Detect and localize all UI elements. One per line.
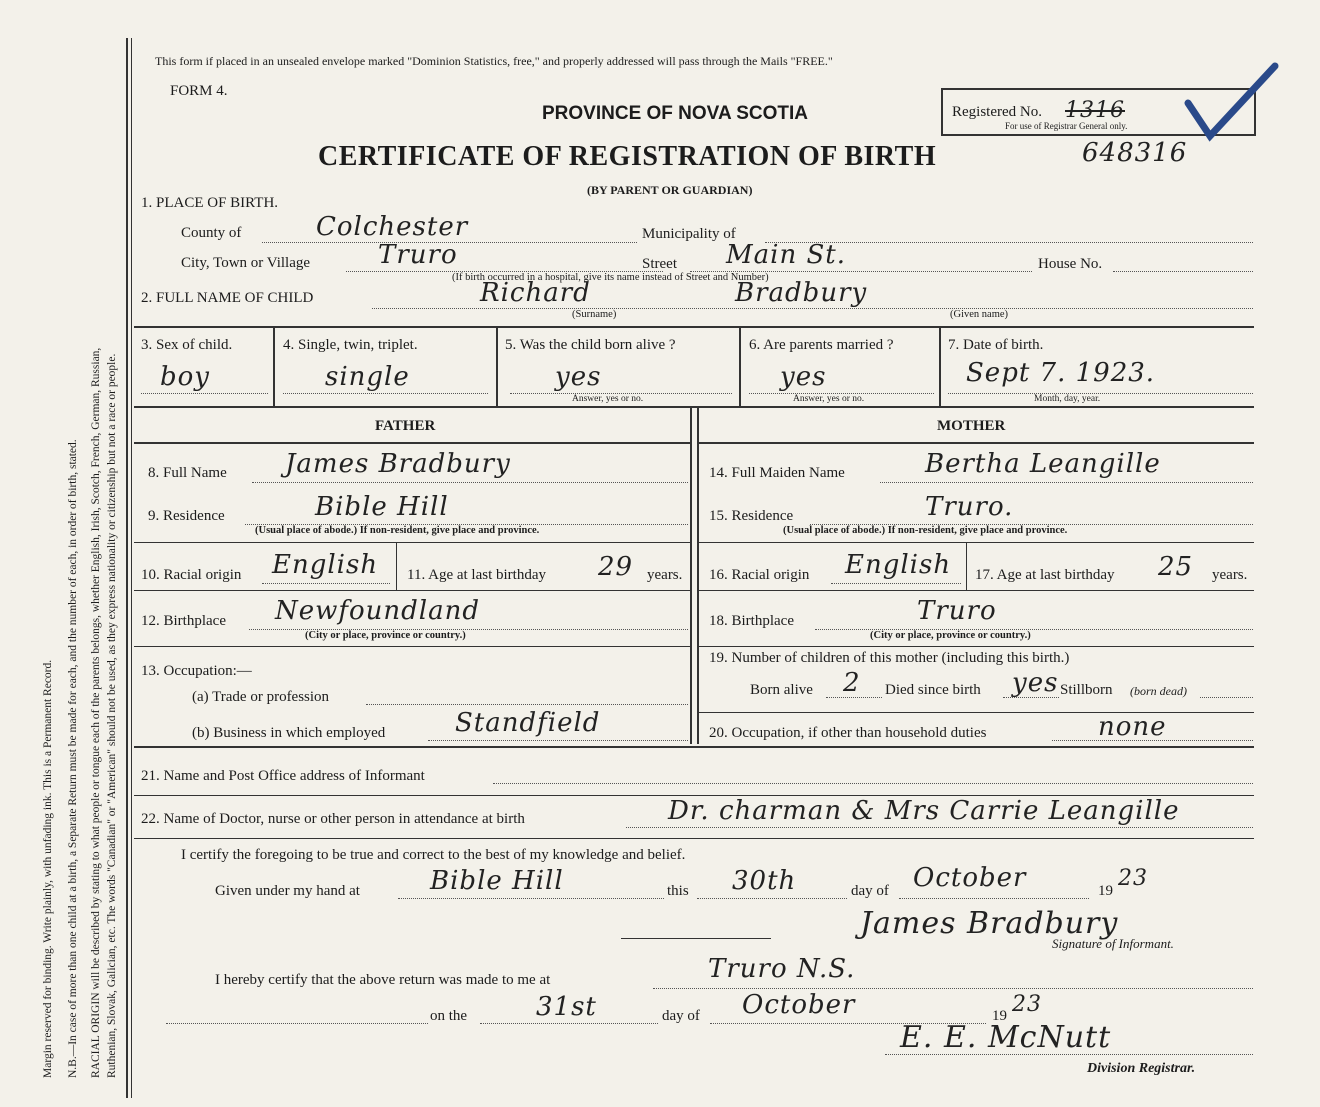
father-racial-label: 10. Racial origin [141,567,242,583]
col-rule-3 [739,326,741,406]
mother-name-label: 14. Full Maiden Name [709,465,845,481]
given-month-line [899,898,1089,899]
informant-signature-caption: Signature of Informant. [1052,936,1174,951]
father-residence-label: 9. Residence [148,508,225,524]
born-alive-count-value: 2 [843,668,861,698]
father-business-value: Standfield [455,708,601,738]
return-day-value: 31st [536,992,597,1022]
registrar-caption: Division Registrar. [1087,1061,1196,1076]
return-place-line [653,988,1253,989]
mother-age-years: years. [1212,567,1248,583]
city-label: City, Town or Village [181,255,311,271]
father-racial-field-line [262,583,390,584]
postal-note: This form if placed in an unsealed envelope marked "Dominion Statistics, free," and properly addressed will pass through the Mails "FREE." [155,54,833,68]
mother-occupation-value: none [1098,712,1167,742]
registrar-signature-line [885,1054,1253,1055]
doctor-field-line [626,827,1253,828]
checkmark-icon [1180,58,1290,148]
mother-age-value: 25 [1158,552,1194,582]
born-alive-count-label: Born alive [750,682,813,698]
father-age-label: 11. Age at last birthday [407,567,546,583]
return-made-label: I hereby certify that the above return was made to me at [215,972,551,988]
form-number: FORM 4. [170,83,228,99]
mother-residence-caption: (Usual place of abode.) If non-resident, give place and province. [783,525,1068,536]
col-rule-4 [939,326,941,406]
parents-divider-left [690,406,692,744]
given-day-line [697,898,847,899]
given-day-of-label: day of [851,883,889,899]
given-year-value: 23 [1118,866,1148,891]
date-of-birth-value: Sept 7. 1923. [966,358,1156,388]
return-month-value: October [742,990,856,1020]
mother-name-value: Bertha Leangille [925,449,1161,479]
registrar-signature: E. E. McNutt [900,1020,1112,1055]
mother-age-label: 17. Age at last birthday [975,567,1115,583]
informant-signature: James Bradbury [860,906,1119,941]
surname-caption: (Surname) [572,309,617,320]
mother-occupation-field-line [1052,740,1253,741]
mother-birthplace-caption: (City or place, province or country.) [870,630,1031,641]
registered-label: Registered No. [952,104,1042,120]
certificate-subtitle: (BY PARENT OR GUARDIAN) [587,183,753,197]
father-birthplace-label: 12. Birthplace [141,613,226,629]
mother-birthplace-label: 18. Birthplace [709,613,794,629]
on-the-label: on the [430,1008,468,1024]
col-rule-1 [273,326,275,406]
father-rule-racial [134,590,690,591]
mother-residence-label: 15. Residence [709,508,794,524]
father-birthplace-caption: (City or place, province or country.) [305,630,466,641]
margin-rule [126,38,128,1098]
father-age-divider [396,542,397,590]
informant-field-line [493,783,1253,784]
stillborn-label: Stillborn [1060,682,1113,698]
mother-occupation-label: 20. Occupation, if other than household duties [709,725,987,741]
registered-value: 1316 [1065,98,1125,123]
mother-name-field-line [880,482,1253,483]
mother-racial-field-line [831,583,961,584]
father-heading: FATHER [375,418,436,434]
return-place-value: Truro N.S. [708,954,856,984]
street-label: Street [642,256,677,272]
given-name-caption: (Given name) [950,309,1009,320]
return-day-line [480,1023,658,1024]
parents-divider-right [697,406,699,744]
this-label: this [667,883,689,899]
mother-birthplace-value: Truro [917,596,997,626]
mother-children-label: 19. Number of children of this mother (including this birth.) [709,650,1070,666]
father-age-value: 29 [598,552,634,582]
mother-age-divider [966,542,967,590]
separator-short-rule [621,938,771,939]
father-name-field-line [252,482,688,483]
on-the-leading-line [166,1023,428,1024]
stillborn-caption: (born dead) [1130,684,1187,698]
born-alive-caption: Answer, yes or no. [572,394,644,404]
parents-married-caption: Answer, yes or no. [793,394,865,404]
given-place-line [398,898,664,899]
col-rule-2 [496,326,498,406]
sex-value: boy [160,362,210,392]
margin-note-binding: Margin reserved for binding. Write plainly, with unfading ink. This is a Permanent Record. [42,659,54,1078]
mother-rule-racial [698,590,1254,591]
return-year-prefix: 19 [992,1008,1007,1024]
county-value: Colchester [316,212,469,242]
parents-bottom-rule [134,746,1254,748]
single-twin-field-line [283,393,488,394]
child-surname-value: Richard [480,278,591,308]
child-name-field-line [372,308,1253,309]
row-rule-details-bottom [134,406,1254,408]
given-year-prefix: 19 [1098,883,1113,899]
house-field-line [1113,271,1253,272]
house-label: House No. [1038,256,1103,272]
father-racial-value: English [272,550,379,580]
date-of-birth-field-line [948,393,1253,394]
margin-note-multiple-births: N.B.—In case of more than one child at a birth, a Separate Return must be made for each, and the number of each, in order of birth, stated. [67,439,79,1078]
mother-residence-value: Truro. [925,492,1014,522]
father-business-label: (b) Business in which employed [192,725,386,741]
county-label: County of [181,225,242,241]
father-name-label: 8. Full Name [148,465,227,481]
date-of-birth-caption: Month, day, year. [1034,394,1101,404]
mother-racial-value: English [845,550,952,580]
father-occupation-label: 13. Occupation:— [141,663,252,679]
place-of-birth-label: 1. PLACE OF BIRTH. [141,195,279,211]
parents-married-label: 6. Are parents married ? [749,337,894,353]
died-since-birth-value: yes [1012,668,1059,698]
parents-married-value: yes [780,362,827,392]
father-age-years: years. [647,567,683,583]
died-since-birth-line [1003,697,1059,698]
father-residence-caption: (Usual place of abode.) If non-resident, give place and province. [255,525,540,536]
city-value: Truro [378,240,458,270]
father-trade-label: (a) Trade or profession [192,689,330,705]
born-alive-label: 5. Was the child born alive ? [505,337,676,353]
registrar-note: For use of Registrar General only. [1005,121,1128,131]
father-business-field-line [428,740,688,741]
certify-statement: I certify the foregoing to be true and correct to the best of my knowledge and belief. [181,847,686,863]
child-name-label: 2. FULL NAME OF CHILD [141,290,314,306]
single-twin-label: 4. Single, twin, triplet. [283,337,418,353]
sex-field-line [141,393,268,394]
born-alive-count-line [826,697,882,698]
given-day-value: 30th [732,866,797,896]
informant-label: 21. Name and Post Office address of Informant [141,768,425,784]
doctor-label: 22. Name of Doctor, nurse or other person in attendance at birth [141,811,525,827]
mother-rule-residence [698,542,1254,543]
child-given-value: Bradbury [735,278,868,308]
single-twin-value: single [325,362,410,392]
margin-note-racial-origin: RACIAL ORIGIN will be described by stating to what people or tongue each of the parents belongs, whether English, Irish, Scotch, French, German, Russian, [90,347,102,1078]
handwritten-number: 648316 [1082,138,1188,168]
father-rule-residence [134,542,690,543]
return-year-value: 23 [1012,992,1042,1017]
died-since-birth-label: Died since birth [885,682,981,698]
margin-note-nationality: Ruthenian, Slovak, Galician, etc. The words "Canadian" or "American" should not be used, as they express nationality or citizenship but not a race or people. [106,353,118,1078]
certificate-title: CERTIFICATE OF REGISTRATION OF BIRTH [318,141,937,172]
born-alive-value: yes [555,362,602,392]
father-birthplace-value: Newfoundland [275,596,481,626]
date-of-birth-label: 7. Date of birth. [948,337,1044,353]
sex-label: 3. Sex of child. [141,337,233,353]
parents-heading-rule-left [134,442,690,444]
father-trade-field-line [366,704,688,705]
mother-heading: MOTHER [937,418,1006,434]
stillborn-line [1200,697,1253,698]
municipality-label: Municipality of [642,226,736,242]
given-month-value: October [913,863,1027,893]
return-day-of-label: day of [662,1008,700,1024]
given-place-value: Bible Hill [430,866,564,896]
province-title: PROVINCE OF NOVA SCOTIA [542,103,809,124]
father-name-value: James Bradbury [285,449,511,479]
father-rule-birthplace [134,646,690,647]
mother-rule-children [698,712,1254,713]
row-rule-details-top [134,326,1254,328]
given-under-label: Given under my hand at [215,883,360,899]
parents-heading-rule-right [698,442,1254,444]
margin-rule-inner [131,38,132,1098]
doctor-value: Dr. charman & Mrs Carrie Leangille [668,796,1180,826]
mother-racial-label: 16. Racial origin [709,567,810,583]
mother-rule-birthplace [698,646,1254,647]
doctor-rule [134,838,1254,839]
hospital-note: (If birth occurred in a hospital, give its name instead of Street and Number) [452,272,769,283]
father-residence-value: Bible Hill [315,492,449,522]
street-value: Main St. [726,240,846,270]
